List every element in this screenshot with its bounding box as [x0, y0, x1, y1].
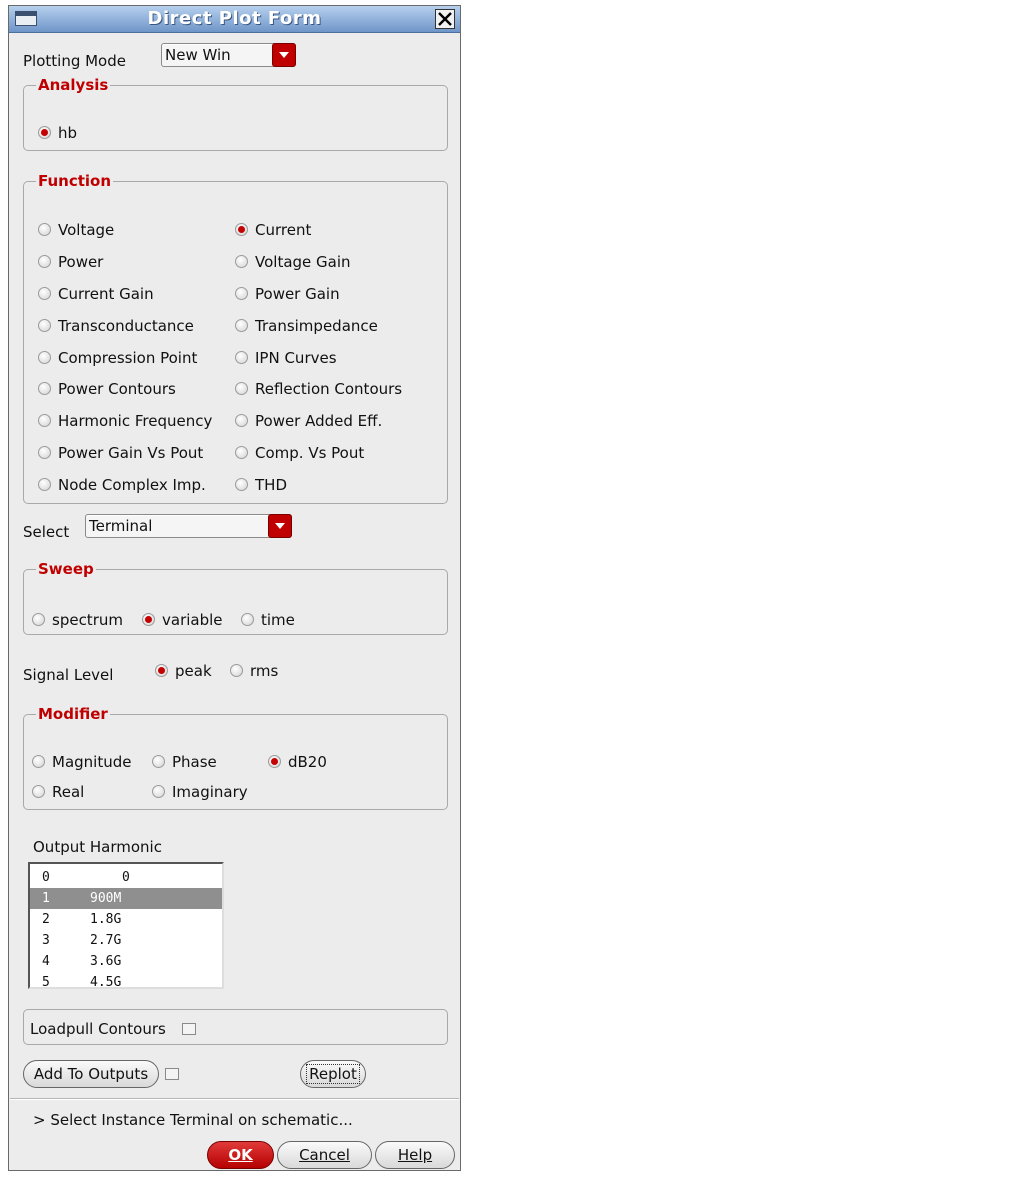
- add-to-outputs-button[interactable]: Add To Outputs: [23, 1060, 159, 1088]
- harmonic-index: 0: [42, 870, 50, 885]
- close-button[interactable]: [435, 9, 455, 29]
- window-title: Direct Plot Form: [147, 8, 322, 29]
- radio-indicator: [152, 785, 165, 798]
- radio-indicator: [235, 351, 248, 364]
- radio-label: Current: [255, 221, 312, 239]
- radio-indicator: [38, 126, 51, 139]
- radio-label: Node Complex Imp.: [58, 476, 206, 494]
- radio-label: Voltage Gain: [255, 253, 351, 271]
- direct-plot-form-window: [8, 5, 461, 1171]
- radio-indicator: [235, 223, 248, 236]
- select-label: Select: [23, 523, 70, 541]
- harmonic-frequency: 900M: [90, 891, 122, 906]
- replot-button-label: Replot: [306, 1064, 360, 1084]
- chevron-down-icon[interactable]: [268, 514, 292, 538]
- cancel-button[interactable]: [277, 1141, 372, 1169]
- select-combo[interactable]: [85, 514, 292, 538]
- list-item[interactable]: [30, 909, 222, 930]
- chevron-down-icon[interactable]: [272, 43, 296, 67]
- radio-label: Transimpedance: [255, 317, 378, 335]
- output-harmonic-list[interactable]: [28, 862, 224, 989]
- list-item[interactable]: [30, 972, 222, 993]
- list-item[interactable]: [30, 930, 222, 951]
- loadpull-group: [23, 1009, 448, 1045]
- modifier-group-title: Modifier: [38, 705, 108, 723]
- ok-button[interactable]: [207, 1141, 274, 1169]
- radio-indicator: [235, 319, 248, 332]
- radio-indicator: [32, 613, 45, 626]
- cancel-button-label: Cancel: [299, 1146, 350, 1164]
- radio-label: peak: [175, 662, 212, 680]
- radio-indicator: [38, 351, 51, 364]
- loadpull-contours-label: Loadpull Contours: [30, 1020, 166, 1038]
- harmonic-frequency: 2.7G: [90, 933, 122, 948]
- modifier-group: [23, 705, 448, 810]
- divider: [10, 1098, 459, 1100]
- harmonic-index: 2: [42, 912, 50, 927]
- radio-label: Compression Point: [58, 349, 198, 367]
- radio-indicator: [235, 446, 248, 459]
- output-harmonic-label: Output Harmonic: [33, 838, 162, 856]
- radio-indicator: [32, 785, 45, 798]
- harmonic-frequency: 3.6G: [90, 954, 122, 969]
- function-group-title: Function: [38, 172, 112, 190]
- radio-indicator: [235, 255, 248, 268]
- signal-level-label: Signal Level: [23, 666, 114, 684]
- analysis-group-title: Analysis: [38, 76, 109, 94]
- radio-indicator: [152, 755, 165, 768]
- help-button-label: Help: [397, 1146, 433, 1164]
- harmonic-index: 5: [42, 975, 50, 990]
- radio-label: Voltage: [58, 221, 115, 239]
- plotting-mode-value: New Win: [165, 46, 231, 64]
- radio-indicator: [235, 287, 248, 300]
- help-button[interactable]: [375, 1141, 455, 1169]
- radio-indicator: [38, 319, 51, 332]
- harmonic-frequency: 1.8G: [90, 912, 122, 927]
- title-bar[interactable]: [9, 6, 460, 33]
- radio-label: dB20: [288, 753, 327, 771]
- radio-indicator: [155, 664, 168, 677]
- radio-label: Harmonic Frequency: [58, 412, 213, 430]
- harmonic-frequency: 0: [122, 870, 130, 885]
- function-group: [23, 172, 448, 504]
- radio-label: Phase: [172, 753, 217, 771]
- ok-button-label: OK: [228, 1146, 253, 1164]
- radio-label: Magnitude: [52, 753, 132, 771]
- radio-label: time: [261, 611, 295, 629]
- radio-label: Power Contours: [58, 380, 176, 398]
- radio-indicator: [38, 255, 51, 268]
- radio-indicator: [241, 613, 254, 626]
- radio-indicator: [230, 664, 243, 677]
- close-icon: [438, 12, 452, 26]
- radio-indicator: [235, 478, 248, 491]
- list-item[interactable]: [30, 951, 222, 972]
- list-item-selected[interactable]: [30, 888, 222, 909]
- radio-indicator: [235, 414, 248, 427]
- radio-label: THD: [255, 476, 287, 494]
- radio-indicator: [38, 382, 51, 395]
- harmonic-index: 3: [42, 933, 50, 948]
- radio-indicator: [235, 382, 248, 395]
- radio-label: Power Gain Vs Pout: [58, 444, 204, 462]
- radio-indicator: [38, 414, 51, 427]
- radio-label: Current Gain: [58, 285, 154, 303]
- status-message: > Select Instance Terminal on schematic...: [33, 1111, 353, 1129]
- add-to-outputs-checkbox[interactable]: [165, 1068, 179, 1080]
- radio-label: Power Gain: [255, 285, 340, 303]
- loadpull-contours-checkbox[interactable]: [182, 1023, 196, 1035]
- plotting-mode-combo[interactable]: [161, 43, 296, 67]
- radio-label: Imaginary: [172, 783, 248, 801]
- analysis-group: [23, 76, 448, 151]
- radio-label: Transconductance: [58, 317, 194, 335]
- radio-indicator: [38, 478, 51, 491]
- radio-indicator: [38, 223, 51, 236]
- list-item[interactable]: [30, 867, 222, 888]
- radio-label: hb: [58, 124, 78, 142]
- radio-label: Real: [52, 783, 85, 801]
- plotting-mode-label: Plotting Mode: [23, 52, 126, 70]
- radio-label: Comp. Vs Pout: [255, 444, 365, 462]
- radio-indicator: [38, 287, 51, 300]
- radio-indicator: [38, 446, 51, 459]
- select-value: Terminal: [89, 517, 153, 535]
- radio-label: Power Added Eff.: [255, 412, 383, 430]
- harmonic-index: 4: [42, 954, 50, 969]
- radio-label: Reflection Contours: [255, 380, 403, 398]
- harmonic-frequency: 4.5G: [90, 975, 122, 990]
- sweep-group: [23, 560, 448, 635]
- radio-label: IPN Curves: [255, 349, 337, 367]
- radio-label: variable: [162, 611, 223, 629]
- radio-label: rms: [250, 662, 279, 680]
- radio-label: Power: [58, 253, 104, 271]
- replot-button[interactable]: [300, 1060, 366, 1088]
- radio-indicator: [142, 613, 155, 626]
- harmonic-index: 1: [42, 891, 50, 906]
- radio-indicator: [268, 755, 281, 768]
- radio-label: spectrum: [52, 611, 123, 629]
- sweep-group-title: Sweep: [38, 560, 94, 578]
- radio-indicator: [32, 755, 45, 768]
